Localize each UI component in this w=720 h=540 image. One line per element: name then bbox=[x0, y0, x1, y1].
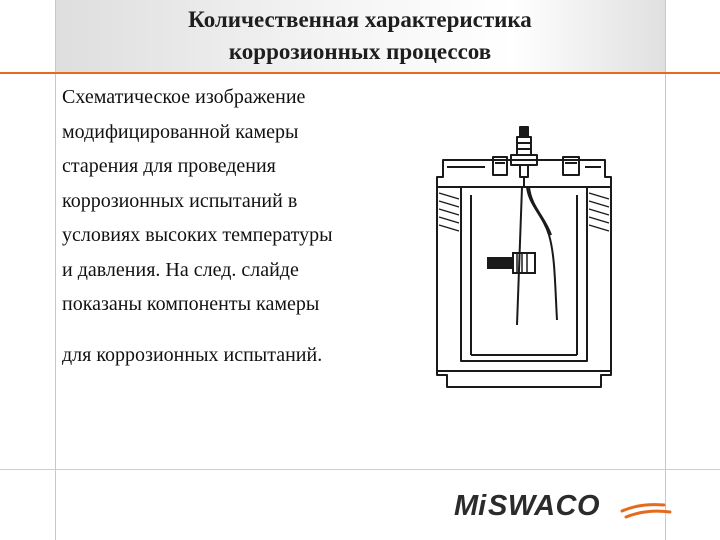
slide-title-line-1: Количественная характеристика bbox=[188, 7, 532, 32]
body-line: условиях высоких температуры bbox=[62, 224, 333, 246]
paragraph-gap bbox=[62, 322, 422, 338]
logo-swoosh bbox=[622, 505, 670, 517]
top-valve-fitting bbox=[511, 127, 537, 177]
internal-stem bbox=[517, 177, 557, 325]
body-line: для коррозионных испытаний. bbox=[62, 343, 323, 366]
right-guide-line bbox=[665, 0, 666, 540]
miswaco-logo bbox=[450, 483, 675, 525]
chamber-outer-wall bbox=[437, 187, 611, 387]
thread-hatching bbox=[439, 193, 609, 231]
body-line: коррозионных испытаний в bbox=[62, 189, 298, 212]
title-underline bbox=[0, 72, 720, 74]
footer-divider bbox=[0, 469, 720, 470]
slide-body-text bbox=[62, 80, 422, 372]
left-guide-line bbox=[55, 0, 56, 540]
body-line: и давления. На след. слайде bbox=[62, 258, 299, 281]
logo-prefix: Mi bbox=[454, 490, 487, 522]
body-line: модифицированной камеры bbox=[62, 120, 299, 143]
aging-cell-diagram bbox=[425, 115, 625, 395]
slide-title-line-2: коррозионных процессов bbox=[228, 39, 492, 64]
logo-wordmark: SWACO bbox=[488, 490, 601, 522]
body-line: Схематическое изображение bbox=[62, 86, 306, 108]
body-line: старения для проведения bbox=[62, 155, 276, 177]
body-line: показаны компоненты камеры bbox=[62, 293, 320, 315]
coupon-holder bbox=[487, 253, 535, 273]
